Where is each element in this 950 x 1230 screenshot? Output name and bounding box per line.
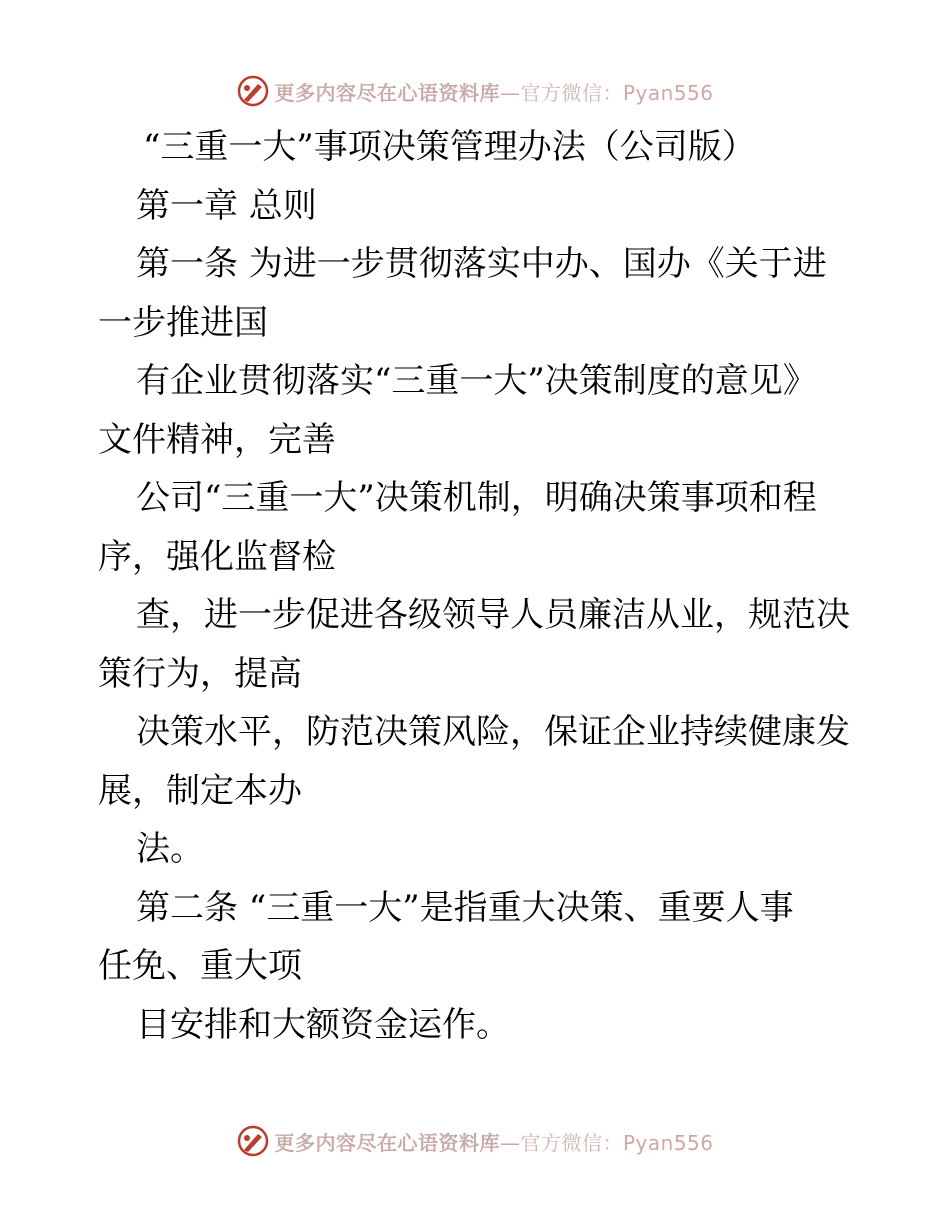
paragraph-line: 任免、重大项 (98, 946, 302, 986)
footer-watermark (0, 1121, 950, 1161)
pen-logo-icon (236, 74, 270, 108)
watermark-main: 更多内容尽在心语资料库 (274, 1130, 500, 1155)
watermark-dash: — (499, 80, 521, 105)
paragraph-line: 展，制定本办 (98, 770, 302, 811)
paragraph-line: 第一条 为进一步贯彻落实中办、国办《关于进 (136, 244, 827, 284)
watermark-wechat: Pyan556 (622, 1130, 714, 1155)
paragraph-line: 有企业贯彻落实“三重一大”决策制度的意见》 (136, 361, 817, 401)
document-body (98, 118, 918, 1054)
watermark-dash: — (499, 1130, 521, 1155)
paragraph-line: 策行为，提高 (98, 653, 302, 694)
paragraph-line: 第二条 “三重一大”是指重大决策、重要人事 (136, 887, 794, 928)
paragraph-line: 法。 (136, 829, 204, 869)
watermark-wechat: Pyan556 (622, 80, 714, 105)
watermark-text (274, 1127, 713, 1156)
pen-logo-icon (236, 1124, 270, 1158)
paragraph-line: 决策水平，防范决策风险，保证企业持续健康发 (136, 712, 850, 752)
paragraph-line: 一步推进国 (98, 302, 268, 343)
watermark-side: 官方微信： (520, 1130, 623, 1155)
paragraph-line: 公司“三重一大”决策机制，明确决策事项和程 (136, 478, 817, 518)
paragraph-line: 查，进一步促进各级领导人员廉洁从业，规范决 (136, 595, 850, 635)
paragraph-line: 序，强化监督检 (98, 536, 336, 577)
watermark-side: 官方微信： (520, 80, 623, 105)
watermark-main: 更多内容尽在心语资料库 (274, 80, 500, 105)
paragraph-line: 目安排和大额资金运作。 (136, 1004, 510, 1045)
chapter-heading: 第一章 总则 (136, 185, 317, 226)
paragraph-line: 文件精神，完善 (98, 419, 336, 460)
watermark-text (274, 77, 713, 106)
document-title: “三重一大”事项决策管理办法（公司版） (143, 127, 756, 167)
header-watermark (0, 71, 950, 111)
